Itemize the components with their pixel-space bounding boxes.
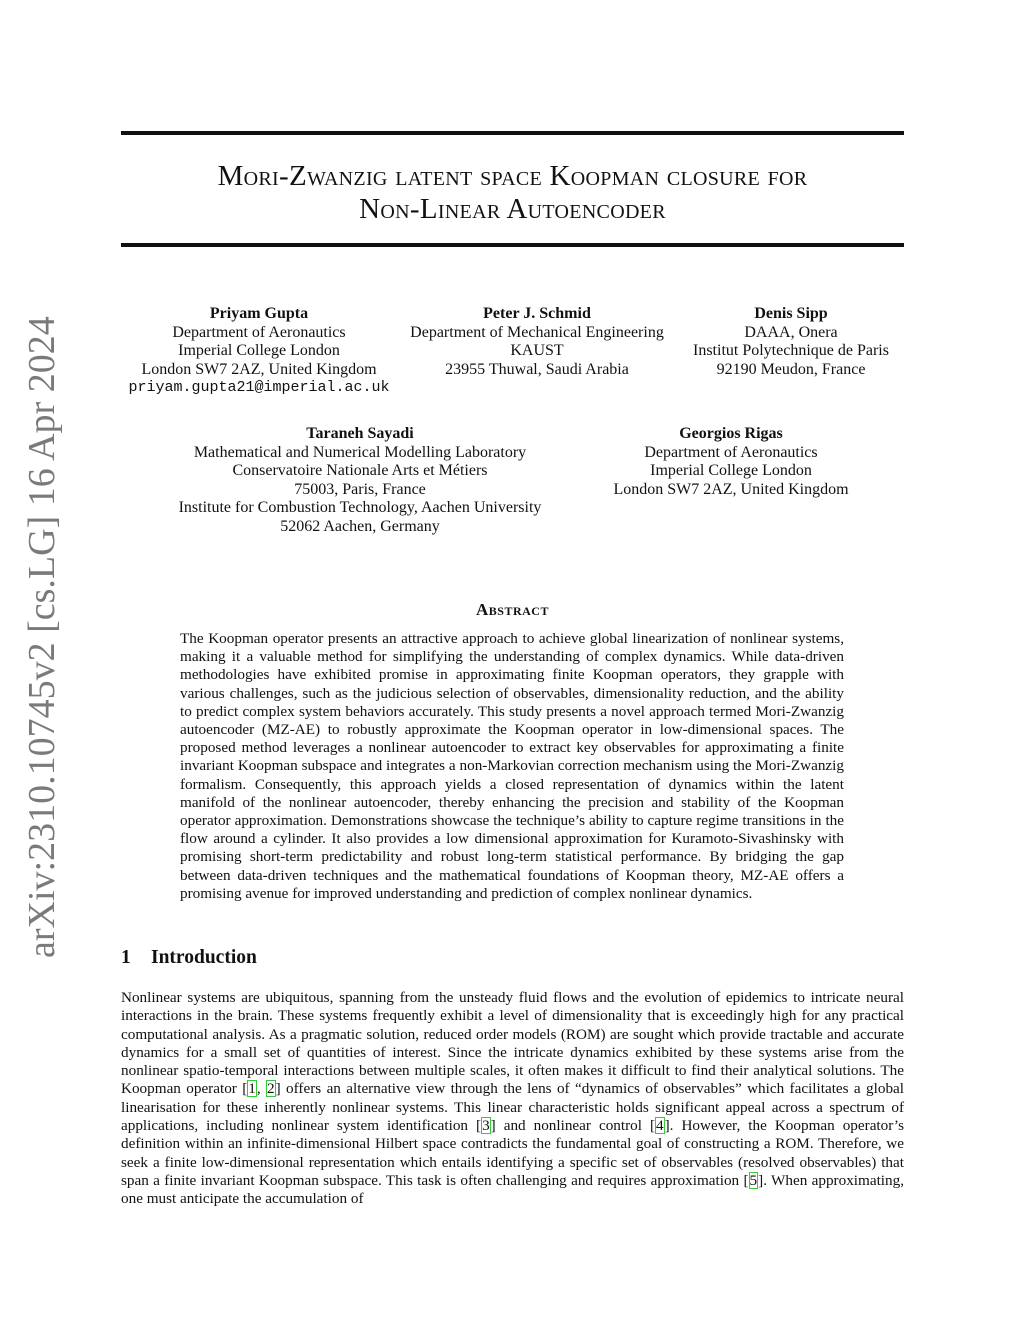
author-affiliation: DAAA, Onera	[744, 323, 838, 341]
author-email[interactable]: priyam.gupta21@imperial.ac.uk	[128, 379, 390, 396]
author-affiliation: Conservatoire Nationale Arts et Métiers	[232, 462, 488, 479]
citation-link[interactable]: 5	[749, 1171, 758, 1189]
author-affiliation: 92190 Meudon, France	[716, 360, 866, 378]
author-block-sipp	[677, 305, 905, 379]
author-affiliation: 23955 Thuwal, Saudi Arabia	[445, 360, 629, 378]
introduction-paragraph	[121, 989, 904, 1209]
author-affiliation: Mathematical and Numerical Modelling Laboratory	[193, 443, 527, 461]
intro-text: ]. When approximating, one must anticipate the accumulation of	[121, 1171, 905, 1208]
author-affiliation: Institute for Combustion Technology, Aachen University	[178, 499, 542, 516]
author-name: Peter J. Schmid	[483, 305, 591, 322]
citation-link[interactable]: 1	[248, 1080, 256, 1098]
author-name: Georgios Rigas	[679, 425, 783, 442]
intro-text: ] and nonlinear control [	[490, 1117, 656, 1135]
author-name: Priyam Gupta	[209, 305, 309, 322]
author-name: Denis Sipp	[754, 305, 828, 322]
intro-text: ] offers an alternative view through the lens of “dynamics of observables” which facilitates a global linearisation for these inherently nonlinear systems. This linear characteristic holds significant appeal across a spectrum of applications, including nonlinear system identification [	[121, 1080, 905, 1135]
citation-link[interactable]: 2	[267, 1080, 275, 1098]
author-affiliation: Department of Aeronautics	[172, 323, 346, 341]
author-affiliation: Department of Aeronautics	[644, 443, 818, 461]
author-affiliation: London SW7 2AZ, United Kingdom	[141, 360, 377, 378]
author-affiliation: 75003, Paris, France	[294, 480, 426, 498]
intro-text: ]. However, the Koopman operator’s definition within an infinite-dimensional Hilbert space contradicts the fundamental goal of constructing a ROM. Therefore, we seek a finite low-dimensional representation which entails identifying a specific set of observables (resolved observables) that span a finite invariant Koopman subspace. This task is often challenging and requires approximation [	[121, 1117, 904, 1189]
author-block-gupta	[121, 305, 397, 398]
title-line-1: Mori-Zwanzig latent space Koopman closure for	[217, 160, 808, 192]
abstract-text: The Koopman operator presents an attractive approach to achieve global linearization of nonlinear systems, making it a valuable method for simplifying the understanding of complex dynamics. While data-driven methodologies have exhibited promise in approximating finite Koopman operators, they grapple with various challenges, such as the judicious selection of observables, dimensionality reduction, and the ability to predict complex system behaviors accurately. This study presents a novel approach termed Mori-Zwanzig autoencoder (MZ-AE) to robustly approximate the Koopman operator in low-dimensional spaces. The proposed method leverages a nonlinear autoencoder to extract key observables for approximating a finite invariant Koopman subspace and integrates a non-Markovian correction mechanism using the Mori-Zwanzig formalism. Consequently, this approach yields a closed representation of dynamics within the latent manifold of the nonlinear autoencoder, thereby enhancing the precision and stability of the Koopman operator approximation. Demonstrations showcase the technique’s ability to capture regime transitions in the flow around a cylinder. It also provides a low dimensional approximation for Kuramoto-Sivashinsky with promising short-term predictability and robust long-term statistical performance. By bridging the gap between data-driven techniques and the mathematical foundations of Koopman theory, MZ-AE offers a promising avenue for improved understanding and prediction of complex nonlinear dynamics.	[180, 630, 844, 902]
section-title: Introduction	[151, 947, 257, 968]
title-top-rule	[121, 131, 904, 135]
author-block-rigas	[590, 425, 872, 499]
author-affiliation: Institut Polytechnique de Paris	[693, 342, 889, 359]
author-affiliation: 52062 Aachen, Germany	[280, 517, 440, 535]
author-affiliation: Department of Mechanical Engineering	[410, 323, 664, 341]
author-block-schmid	[397, 305, 677, 379]
author-affiliation: Imperial College London	[178, 342, 340, 359]
title-line-2: Non-Linear Autoencoder	[359, 193, 666, 225]
section-heading-introduction	[121, 947, 257, 969]
author-block-sayadi	[150, 425, 570, 536]
author-name: Taraneh Sayadi	[306, 425, 414, 442]
intro-text: ,	[256, 1080, 267, 1098]
section-number: 1	[121, 947, 131, 968]
arxiv-identifier: arXiv:2310.10745v2 [cs.LG] 16 Apr 2024	[21, 316, 63, 958]
citation-link[interactable]: 3	[482, 1117, 490, 1135]
author-affiliation: London SW7 2AZ, United Kingdom	[613, 480, 849, 498]
paper-title	[121, 160, 904, 226]
intro-text: Nonlinear systems are ubiquitous, spanning from the unsteady fluid flows and the evolution of epidemics to intricate neural interactions in the brain. These systems frequently exhibit a level of dimensionality that is exceedingly high for any practical computational analysis. As a pragmatic solution, reduced order models (ROM) are sought which provide tractable and accurate dynamics for a small set of quantities of interest. Since the intricate dynamics exhibited by these systems arise from the nonlinear spatio-temporal interactions between multiple scales, it often makes it difficult to find their analytical solutions. The Koopman operator [	[121, 989, 904, 1098]
author-affiliation: Imperial College London	[650, 462, 812, 479]
abstract-heading: Abstract	[476, 600, 549, 619]
author-affiliation: KAUST	[510, 342, 564, 359]
title-bottom-rule	[121, 243, 904, 247]
citation-link[interactable]: 4	[656, 1117, 664, 1135]
